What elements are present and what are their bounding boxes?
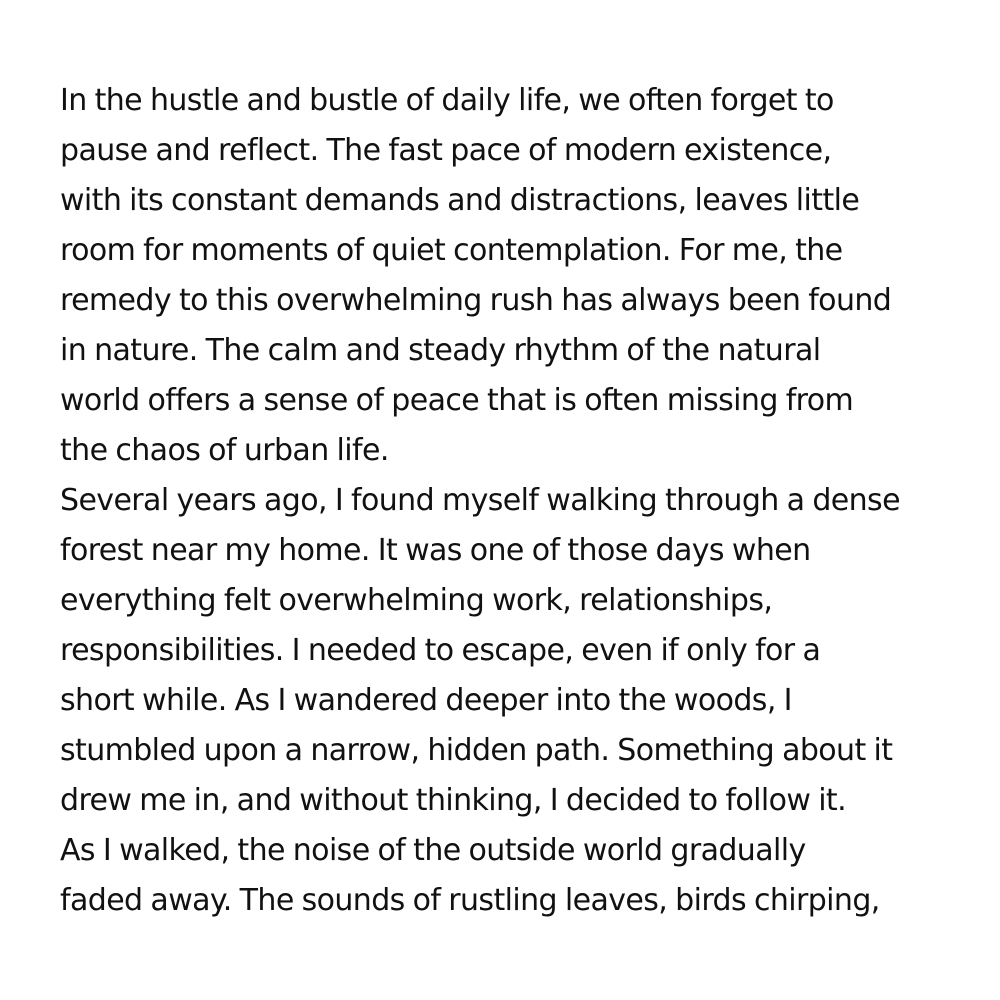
text-line: responsibilities. I needed to escape, even if only for a: [60, 633, 821, 668]
text-line: drew me in, and without thinking, I decided to follow it.: [60, 783, 847, 818]
text-line: in nature. The calm and steady rhythm of the natural: [60, 333, 821, 368]
text-line: remedy to this overwhelming rush has always been found: [60, 283, 892, 318]
text-line: pause and reflect. The fast pace of modern existence,: [60, 133, 832, 168]
text-line: stumbled upon a narrow, hidden path. Something about it: [60, 733, 893, 768]
text-line: faded away. The sounds of rustling leaves, birds chirping,: [60, 883, 880, 918]
text-line: the chaos of urban life.: [60, 433, 389, 468]
text-line: world offers a sense of peace that is often missing from: [60, 383, 854, 418]
text-line: Several years ago, I found myself walking through a dense: [60, 483, 900, 518]
text-line: forest near my home. It was one of those days when: [60, 533, 811, 568]
text-line: In the hustle and bustle of daily life, we often forget to: [60, 83, 834, 118]
text-line: with its constant demands and distractions, leaves little: [60, 183, 860, 218]
text-line: As I walked, the noise of the outside world gradually: [60, 833, 806, 868]
text-line: short while. As I wandered deeper into the woods, I: [60, 683, 792, 718]
text-line: everything felt overwhelming work, relationships,: [60, 583, 773, 618]
text-line: room for moments of quiet contemplation. For me, the: [60, 233, 843, 268]
